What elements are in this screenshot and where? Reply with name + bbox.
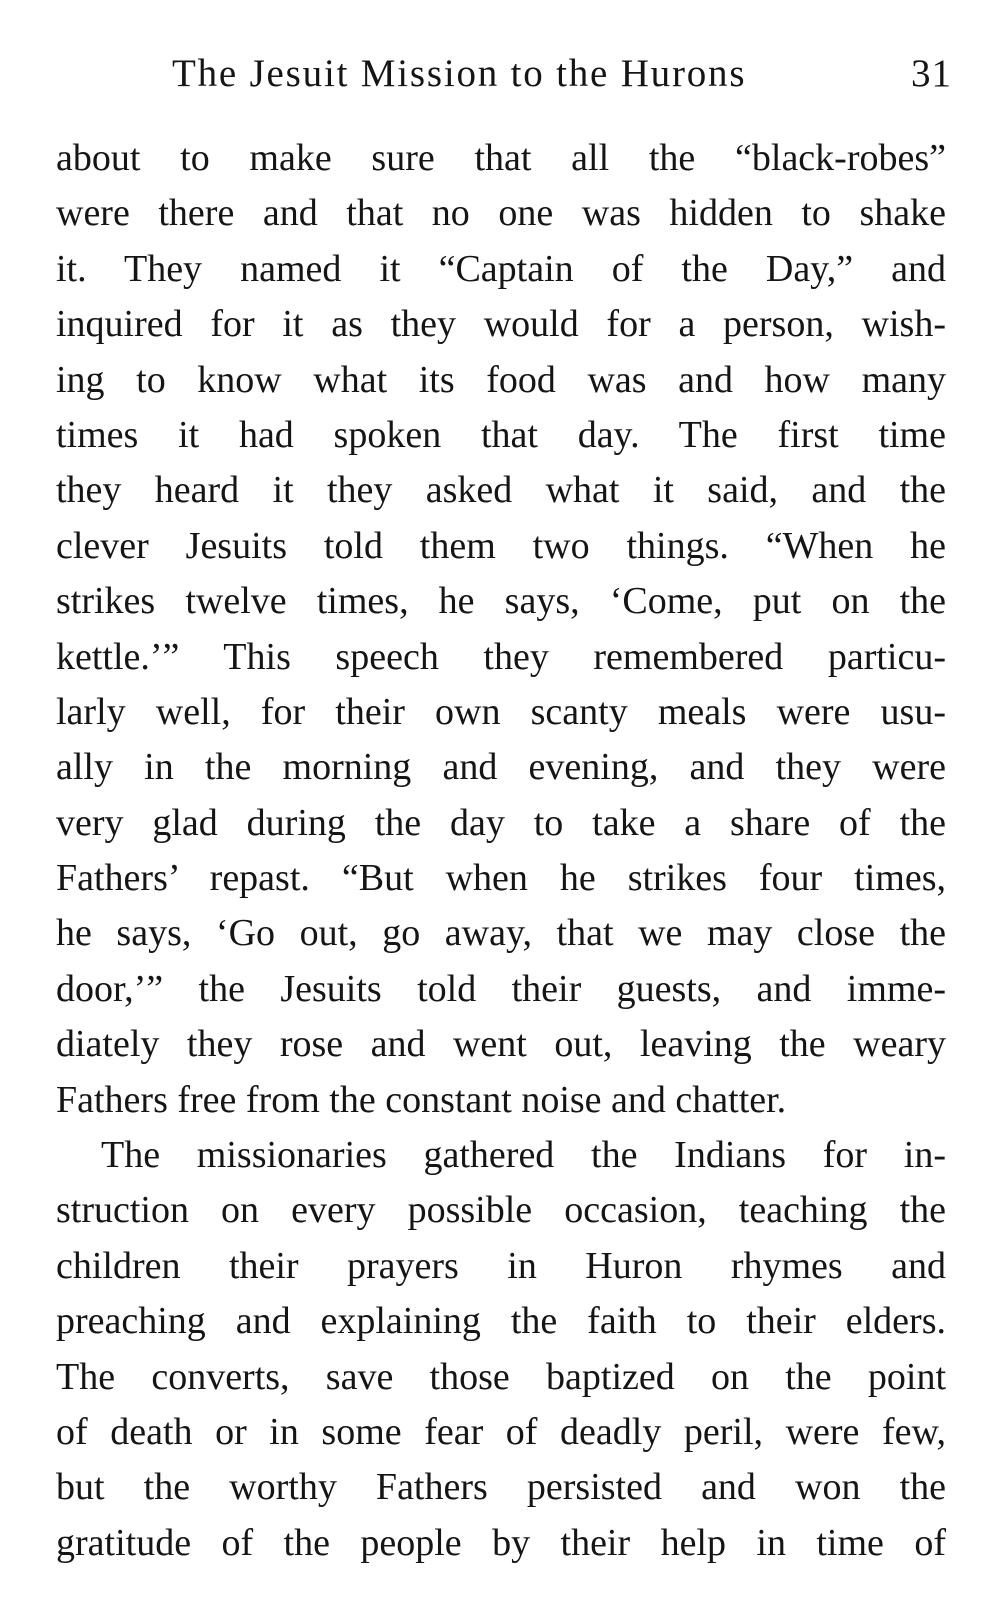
text-line: door,’” the Jesuits told their guests, and imme- xyxy=(56,967,946,1010)
paragraph xyxy=(56,1128,946,1571)
text-line: strikes twelve times, he says, ‘Come, put on the xyxy=(56,580,946,623)
text-line: inquired for it as they would for a person, wish- xyxy=(56,303,946,346)
text-line: about to make sure that all the “black-robes” xyxy=(56,137,946,179)
text-line: preaching and explaining the faith to their elders. xyxy=(56,1300,946,1343)
text-line: of death or in some fear of deadly peril, were few, xyxy=(56,1410,946,1453)
text-line: it. They named it “Captain of the Day,” and xyxy=(56,247,946,290)
running-title: The Jesuit Mission to the Hurons xyxy=(172,52,747,95)
body-text xyxy=(56,131,946,1571)
text-line: but the worthy Fathers persisted and won the xyxy=(56,1466,946,1509)
text-line: clever Jesuits told them two things. “When he xyxy=(56,524,946,567)
text-line: they heard it they asked what it said, and the xyxy=(56,469,946,512)
text-line: kettle.’” This speech they remembered particu- xyxy=(56,635,946,678)
text-line: struction on every possible occasion, teaching the xyxy=(56,1189,946,1232)
text-line: Fathers’ repast. “But when he strikes four times, xyxy=(56,857,946,900)
text-line: children their prayers in Huron rhymes and xyxy=(56,1244,946,1287)
running-head xyxy=(172,44,952,104)
text-line: larly well, for their own scanty meals were usu- xyxy=(56,690,946,733)
text-line: very glad during the day to take a share of the xyxy=(56,801,946,844)
text-line: he says, ‘Go out, go away, that we may close the xyxy=(56,912,946,955)
text-line: gratitude of the people by their help in time of xyxy=(56,1521,946,1564)
paragraph-continued xyxy=(56,131,946,1128)
text-line: ally in the morning and evening, and they were xyxy=(56,746,946,789)
page-number: 31 xyxy=(911,52,952,95)
text-line: diately they rose and went out, leaving the weary xyxy=(56,1023,946,1066)
text-line: Fathers free from the constant noise and chatter. xyxy=(56,1078,787,1121)
text-line: times it had spoken that day. The first time xyxy=(56,413,946,456)
text-line: ing to know what its food was and how many xyxy=(56,358,946,401)
text-line: The missionaries gathered the Indians for in- xyxy=(101,1134,946,1177)
text-line: The converts, save those baptized on the point xyxy=(56,1355,946,1398)
text-line: were there and that no one was hidden to shake xyxy=(56,192,946,235)
